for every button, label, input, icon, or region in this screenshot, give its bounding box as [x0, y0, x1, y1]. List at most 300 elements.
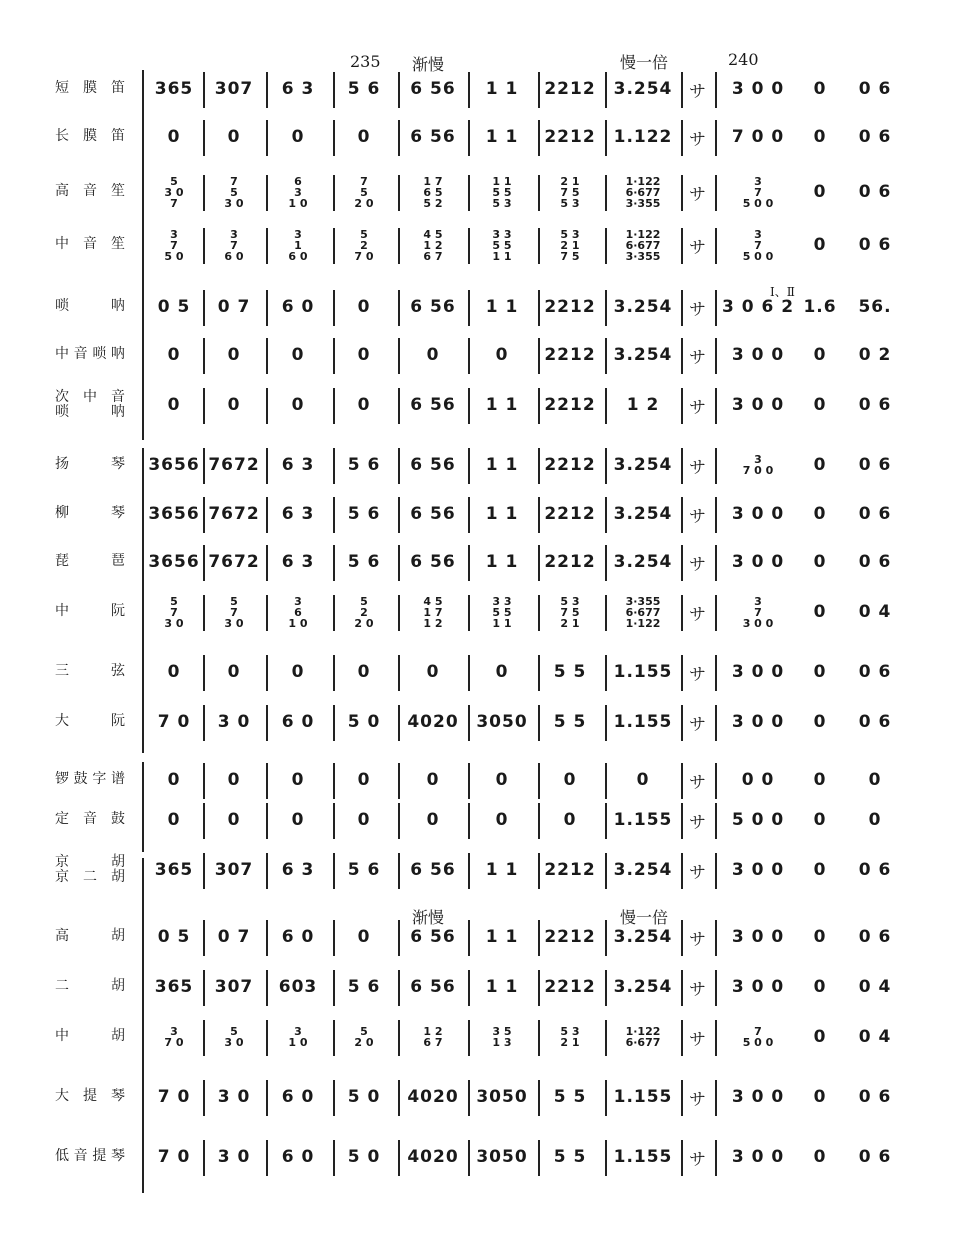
note-cell: 0 [495, 345, 509, 365]
barline [468, 920, 470, 956]
note-cell: 3 0 0 [731, 1087, 785, 1107]
note-cell: 5 3 2 1 [560, 1025, 580, 1049]
note-cell: 307 [214, 860, 254, 880]
barline [203, 705, 205, 741]
note-cell: 2212 [544, 297, 596, 317]
note-cell: 2212 [544, 79, 596, 99]
barline [398, 655, 400, 691]
note-cell: 0 [813, 1147, 827, 1167]
barline [266, 338, 268, 374]
note-cell: 0 6 [858, 860, 892, 880]
note-cell: 2212 [544, 552, 596, 572]
note-cell: 4 5 1 2 6 7 [423, 227, 443, 263]
barline [538, 545, 540, 581]
barline [681, 803, 683, 839]
barline [266, 120, 268, 156]
note-cell: 0 6 [858, 182, 892, 202]
note-cell: 0 6 [858, 79, 892, 99]
barline [266, 1080, 268, 1116]
barline [468, 448, 470, 484]
note-cell: 0 6 [858, 552, 892, 572]
note-cell: 1·122 6·677 3·355 [625, 227, 661, 263]
barline [266, 803, 268, 839]
instrument-label: 唢呐 [55, 298, 125, 314]
note-cell: 6 56 [410, 504, 456, 524]
barline [398, 803, 400, 839]
note-cell: 6 56 [410, 455, 456, 475]
barline [333, 497, 335, 533]
staff-row [0, 440, 963, 490]
barline [538, 497, 540, 533]
barline [333, 595, 335, 631]
barline [681, 1140, 683, 1176]
staff-row [0, 537, 963, 587]
staff-row [0, 647, 963, 697]
barline [715, 228, 717, 264]
barline [266, 1020, 268, 1056]
barline [715, 655, 717, 691]
note-cell: 1 2 6 7 [423, 1025, 443, 1049]
note-cell: 0 [357, 395, 371, 415]
note-cell: 0 [357, 127, 371, 147]
note-cell: 0 [495, 810, 509, 830]
barline [266, 655, 268, 691]
staff-row [0, 912, 963, 962]
note-cell: 1·122 6·677 3·355 [625, 174, 661, 210]
barline [681, 545, 683, 581]
barline [203, 448, 205, 484]
note-cell: 3 7 5 0 0 [742, 174, 774, 210]
note-cell: サ [689, 347, 707, 368]
note-cell: 4020 [407, 1087, 459, 1107]
note-cell: 0 [357, 662, 371, 682]
note-cell: 0 4 [858, 1027, 892, 1047]
note-cell: 0 [357, 770, 371, 790]
note-cell: 0 [813, 395, 827, 415]
instrument-label: 中阮 [55, 603, 125, 619]
barline [203, 1020, 205, 1056]
note-cell: 3.254 [613, 504, 673, 524]
barline [468, 1140, 470, 1176]
barline [715, 970, 717, 1006]
barline [538, 803, 540, 839]
note-cell: 4020 [407, 1147, 459, 1167]
barline [333, 705, 335, 741]
barline [398, 338, 400, 374]
barline [715, 545, 717, 581]
barline [468, 497, 470, 533]
barline [605, 853, 607, 889]
barline [715, 175, 717, 211]
note-cell: 3656 [148, 504, 200, 524]
note-cell: 3 0 0 [731, 79, 785, 99]
barline [203, 175, 205, 211]
barline [266, 970, 268, 1006]
note-cell: 0 [357, 927, 371, 947]
instrument-label: 次中音 唢呐 [55, 389, 125, 420]
barline [333, 1080, 335, 1116]
note-cell: 0 [227, 810, 241, 830]
barline [605, 338, 607, 374]
note-cell: 7 5 0 0 [742, 1025, 774, 1049]
barline [203, 290, 205, 326]
barline [538, 595, 540, 631]
note-cell: 1.155 [613, 662, 673, 682]
note-cell: 2 1 7 5 5 3 [560, 174, 580, 210]
note-cell: 3 0 0 [731, 1147, 785, 1167]
barline [605, 595, 607, 631]
barline [468, 338, 470, 374]
note-cell: 5 7 3 0 [164, 594, 184, 630]
note-cell: 0 [813, 712, 827, 732]
instrument-label: 二胡 [55, 978, 125, 994]
staff-row [0, 962, 963, 1012]
barline [398, 1020, 400, 1056]
barline [203, 803, 205, 839]
note-cell: サ [689, 1029, 707, 1050]
note-cell: サ [689, 129, 707, 150]
note-cell: 0 4 [858, 602, 892, 622]
barline [605, 388, 607, 424]
barline [203, 72, 205, 108]
note-cell: 5 5 [553, 1087, 587, 1107]
barline [266, 545, 268, 581]
barline [468, 228, 470, 264]
barline [605, 655, 607, 691]
barline [333, 388, 335, 424]
note-cell: 7 0 0 [731, 127, 785, 147]
barline [203, 1080, 205, 1116]
note-cell: 5 0 [347, 1087, 381, 1107]
barline [681, 920, 683, 956]
note-cell: 5 0 0 [731, 810, 785, 830]
barline [715, 853, 717, 889]
note-cell: 0 [227, 662, 241, 682]
note-cell: 0 [227, 770, 241, 790]
note-cell: 3 0 0 [731, 395, 785, 415]
barline [681, 290, 683, 326]
instrument-label: 中胡 [55, 1028, 125, 1044]
note-cell: 7672 [208, 455, 260, 475]
note-cell: 3 0 [217, 1147, 251, 1167]
note-cell: 5 6 [347, 455, 381, 475]
barline [333, 920, 335, 956]
note-cell: 0 7 [217, 297, 251, 317]
note-cell: 3 0 0 [731, 977, 785, 997]
note-cell: 3050 [476, 712, 528, 732]
tempo-marking-ritardando-strings: 渐慢 [412, 908, 445, 927]
barline [681, 338, 683, 374]
barline [266, 497, 268, 533]
note-cell: 1 1 [485, 455, 519, 475]
note-cell: サ [689, 184, 707, 205]
barline [605, 545, 607, 581]
barline [605, 705, 607, 741]
note-cell: 0 [813, 79, 827, 99]
barline [715, 705, 717, 741]
barline [538, 72, 540, 108]
barline [333, 970, 335, 1006]
note-cell: 6 0 [281, 712, 315, 732]
staff-row [0, 167, 963, 217]
note-cell: 1 1 [485, 927, 519, 947]
note-cell: 3 7 0 [164, 1025, 184, 1049]
note-cell: 5 6 [347, 977, 381, 997]
staff-row [0, 330, 963, 380]
barline [681, 497, 683, 533]
note-cell: 0 [813, 977, 827, 997]
note-cell: 5 3 7 5 2 1 [560, 594, 580, 630]
instrument-label: 低音提琴 [55, 1148, 125, 1164]
note-cell: 3 7 0 0 [742, 453, 774, 477]
note-cell: 2212 [544, 860, 596, 880]
barline [266, 388, 268, 424]
note-cell: 3050 [476, 1147, 528, 1167]
note-cell: 1 1 [485, 395, 519, 415]
note-cell: 0 [636, 770, 650, 790]
barline [203, 853, 205, 889]
note-cell: 6 3 [281, 504, 315, 524]
instrument-label: 三弦 [55, 663, 125, 679]
note-cell: 3 1 0 [288, 1025, 308, 1049]
note-cell: 0 [868, 810, 882, 830]
barline [398, 120, 400, 156]
note-cell: 0 [291, 810, 305, 830]
note-cell: 5 7 3 0 [224, 594, 244, 630]
barline [203, 120, 205, 156]
note-cell: 0 5 [157, 297, 191, 317]
barline [538, 120, 540, 156]
barline [468, 72, 470, 108]
barline [681, 175, 683, 211]
note-cell: 0 [868, 770, 882, 790]
note-cell: 3 0 0 [731, 662, 785, 682]
barline [468, 388, 470, 424]
note-cell: 1 1 [485, 504, 519, 524]
note-cell: サ [689, 714, 707, 735]
note-cell: 6 3 1 0 [288, 174, 308, 210]
note-cell: 0 0 [741, 770, 775, 790]
barline [203, 595, 205, 631]
note-cell: 0 [167, 395, 181, 415]
note-cell: 1 2 [626, 395, 660, 415]
measure-number-240: 240 [728, 50, 759, 69]
note-cell: 0 [813, 127, 827, 147]
staff-row [0, 1072, 963, 1122]
note-cell: 2212 [544, 927, 596, 947]
note-cell: 1.6 [803, 297, 837, 317]
staff-row [0, 112, 963, 162]
barline [605, 803, 607, 839]
note-cell: 3 0 0 [731, 504, 785, 524]
note-cell: サ [689, 1089, 707, 1110]
note-cell: 1.155 [613, 810, 673, 830]
note-cell: 0 [167, 810, 181, 830]
barline [203, 1140, 205, 1176]
barline [266, 175, 268, 211]
barline [398, 970, 400, 1006]
barline [333, 448, 335, 484]
note-cell: 2212 [544, 504, 596, 524]
note-cell: 3656 [148, 455, 200, 475]
note-cell: サ [689, 979, 707, 1000]
note-cell: 6 56 [410, 127, 456, 147]
note-cell: 307 [214, 977, 254, 997]
barline [203, 970, 205, 1006]
barline [715, 1020, 717, 1056]
note-cell: 5 2 7 0 [354, 227, 374, 263]
note-cell: 0 6 [858, 235, 892, 255]
barline [266, 763, 268, 799]
note-cell: 0 6 [858, 662, 892, 682]
note-cell: 0 [813, 860, 827, 880]
note-cell: 603 [278, 977, 318, 997]
barline [681, 763, 683, 799]
barline [468, 175, 470, 211]
barline [333, 545, 335, 581]
note-cell: 0 [291, 395, 305, 415]
note-cell: サ [689, 929, 707, 950]
barline [398, 545, 400, 581]
note-cell: 5 5 [553, 662, 587, 682]
barline [203, 228, 205, 264]
note-cell: 2212 [544, 455, 596, 475]
note-cell: 7 0 [157, 1147, 191, 1167]
note-cell: 6 0 [281, 297, 315, 317]
barline [398, 228, 400, 264]
barline [605, 497, 607, 533]
note-cell: 3 0 0 [731, 712, 785, 732]
note-cell: 6 56 [410, 927, 456, 947]
barline [538, 655, 540, 691]
note-cell: 1 1 [485, 860, 519, 880]
note-cell: 365 [154, 977, 194, 997]
barline [538, 1080, 540, 1116]
note-cell: 0 6 [858, 395, 892, 415]
staff-row [0, 697, 963, 747]
note-cell: 3 7 5 0 [164, 227, 184, 263]
barline [266, 853, 268, 889]
note-cell: 3.254 [613, 977, 673, 997]
note-cell: 5 0 [347, 1147, 381, 1167]
note-cell: 1.155 [613, 712, 673, 732]
note-cell: 1.155 [613, 1147, 673, 1167]
barline [538, 228, 540, 264]
note-cell: 7672 [208, 504, 260, 524]
barline [468, 970, 470, 1006]
note-cell: 0 [227, 345, 241, 365]
note-cell: 3.254 [613, 455, 673, 475]
note-cell: 5 2 2 0 [354, 594, 374, 630]
note-cell: 6 56 [410, 297, 456, 317]
note-cell: 6 56 [410, 395, 456, 415]
barline [468, 1020, 470, 1056]
barline [333, 853, 335, 889]
barline [468, 853, 470, 889]
note-cell: 4020 [407, 712, 459, 732]
barline [605, 1080, 607, 1116]
note-cell: 1·122 6·677 [625, 1025, 661, 1049]
barline [681, 72, 683, 108]
barline [715, 497, 717, 533]
barline [715, 448, 717, 484]
barline [333, 120, 335, 156]
barline [333, 655, 335, 691]
note-cell: 0 [813, 810, 827, 830]
barline [203, 545, 205, 581]
barline [681, 1020, 683, 1056]
barline [468, 705, 470, 741]
barline [605, 1020, 607, 1056]
note-cell: 0 [813, 552, 827, 572]
note-cell: 0 2 [858, 345, 892, 365]
note-cell: 0 [813, 770, 827, 790]
barline [538, 338, 540, 374]
note-cell: サ [689, 772, 707, 793]
barline [538, 970, 540, 1006]
barline [333, 803, 335, 839]
note-cell: 0 [813, 504, 827, 524]
barline [538, 920, 540, 956]
note-cell: 0 [813, 235, 827, 255]
barline [715, 920, 717, 956]
barline [398, 595, 400, 631]
barline [715, 338, 717, 374]
barline [605, 1140, 607, 1176]
barline [398, 853, 400, 889]
barline [266, 448, 268, 484]
note-cell: 0 7 [217, 927, 251, 947]
note-cell: 0 [291, 770, 305, 790]
note-cell: 6 3 [281, 79, 315, 99]
note-cell: 5 2 0 [354, 1025, 374, 1049]
barline [266, 72, 268, 108]
instrument-label: 大阮 [55, 713, 125, 729]
note-cell: 0 [227, 127, 241, 147]
note-cell: 5 3 0 [224, 1025, 244, 1049]
barline [398, 497, 400, 533]
note-cell: 0 [291, 662, 305, 682]
note-cell: 0 [813, 1027, 827, 1047]
barline [538, 388, 540, 424]
instrument-label: 扬琴 [55, 456, 125, 472]
note-cell: サ [689, 604, 707, 625]
note-cell: 56. [858, 297, 892, 317]
barline [538, 1020, 540, 1056]
note-cell: 1 1 [485, 297, 519, 317]
note-cell: 365 [154, 79, 194, 99]
note-cell: 3 0 0 [731, 345, 785, 365]
note-cell: 2212 [544, 977, 596, 997]
note-cell: 3.254 [613, 297, 673, 317]
barline [681, 655, 683, 691]
note-cell: 3.254 [613, 79, 673, 99]
staff-row [0, 1012, 963, 1062]
note-cell: 0 [563, 770, 577, 790]
barline [333, 175, 335, 211]
note-cell: 0 [291, 345, 305, 365]
note-cell: 4 5 1 7 1 2 [423, 594, 443, 630]
note-cell: 0 [357, 810, 371, 830]
note-cell: 3 3 5 5 1 1 [492, 227, 512, 263]
note-cell: 0 6 [858, 712, 892, 732]
note-cell: 7672 [208, 552, 260, 572]
note-cell: 6 3 [281, 552, 315, 572]
barline [538, 853, 540, 889]
note-cell: 3·355 6·677 1·122 [625, 594, 661, 630]
barline [681, 595, 683, 631]
barline [203, 655, 205, 691]
